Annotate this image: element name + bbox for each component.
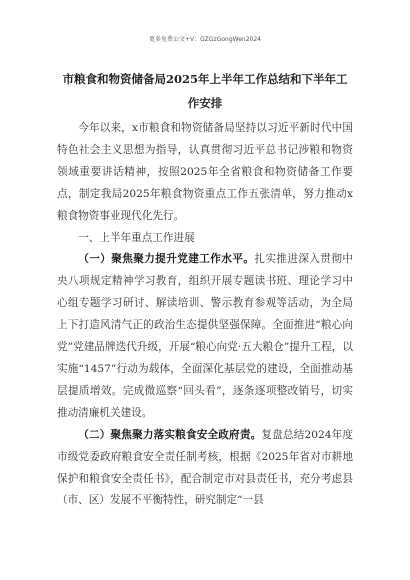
section-heading: 一、上半年重点工作进展 — [78, 231, 195, 244]
item-text-1: 扎实推进深入贯彻中央八项规定精神学习教育，组织开展专题读书班、理论学习中心组专题学习研讨、解读培训、警示教育参观等活动，为全局上下打造风清气正的政治生态提供坚强保障。全面推进“粮心向党”党建品牌迭代升级，开展“粮心向党·五大粮仓”提升工程，以实施“1457”行动为载体，全面深化基层党的建设，全面推动基层提质增效。完成微巡察“回头看”，逐条逐项整改销号，切实推动清廉机关建设。 — [57, 253, 354, 419]
item-paragraph-1 — [57, 249, 353, 424]
watermark-text: 更多免费公文+V：GZGzGongWen2024 — [149, 36, 261, 43]
document-body — [57, 118, 353, 512]
item-text-2: 复盘总结2024年度市级党委政府粮食安全责任制考核，根据《2025年省对市耕地保护和粮食安全责任书》，配合制定市对县责任书，充分考虑县（市、区）发展不平衡特性，研究制定“一县 — [57, 428, 353, 507]
item-paragraph-2 — [57, 425, 353, 513]
item-heading-2: （二）聚焦聚力落实粮食安全政府责。 — [78, 428, 262, 441]
item-heading-1: （一）聚焦聚力提升党建工作水平。 — [78, 253, 255, 266]
document-title: 市粮食和物资储备局2025年上半年工作总结和下半年工作安排 — [62, 72, 348, 110]
intro-paragraph: 今年以来，x市粮食和物资储备局坚持以习近平新时代中国特色社会主义思想为指导，认真贯彻习近平总书记涉粮和物资领域重要讲话精神，按照2025年全省粮食和物资储备工作要点，制定我局2025年粮食物资重点工作五张清单，努力推动x粮食物资事业现代化先行。 — [57, 122, 353, 222]
